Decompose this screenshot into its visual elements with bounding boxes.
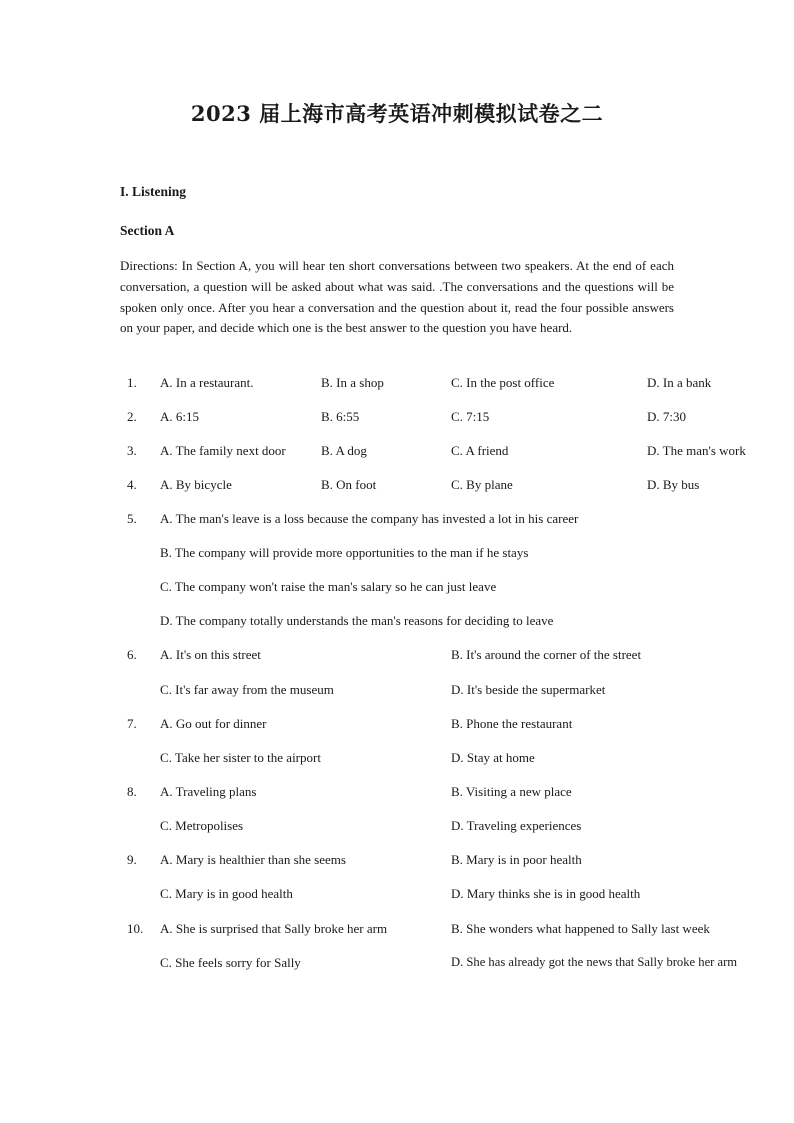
option-d: D. It's beside the supermarket — [451, 682, 606, 697]
option-c: C. It's far away from the museum — [160, 682, 334, 697]
option-b: B. In a shop — [321, 375, 384, 390]
option-c: C. By plane — [451, 477, 513, 492]
page-title: 2023 届上海市高考英语冲刺模拟试卷之二 — [190, 101, 604, 126]
option-d: D. She has already got the news that Sally broke her arm — [451, 955, 738, 969]
option-a: A. It's on this street — [160, 647, 261, 662]
option-b: B. 6:55 — [321, 409, 360, 424]
option-b: B. The company will provide more opportunities to the man if he stays — [160, 545, 529, 560]
option-a: A. The family next door — [160, 443, 286, 458]
question-number: 7. — [127, 716, 137, 731]
option-b: B. She wonders what happened to Sally last week — [451, 921, 710, 936]
question-number: 8. — [127, 784, 137, 799]
option-c: C. Metropolises — [160, 818, 244, 833]
option-c: C. She feels sorry for Sally — [160, 955, 301, 970]
option-b: B. It's around the corner of the street — [451, 647, 642, 662]
option-c: C. A friend — [451, 443, 509, 458]
section-heading: Section A — [120, 223, 175, 238]
option-a: A. 6:15 — [160, 409, 199, 424]
option-d: D. In a bank — [647, 375, 712, 390]
option-d: D. Traveling experiences — [451, 818, 582, 833]
option-b: B. Mary is in poor health — [451, 852, 582, 867]
option-a: A. By bicycle — [160, 477, 232, 492]
option-b: B. Phone the restaurant — [451, 716, 573, 731]
option-a: A. Mary is healthier than she seems — [160, 852, 346, 867]
option-b: B. Visiting a new place — [451, 784, 572, 799]
option-b: B. On foot — [321, 477, 377, 492]
option-d: D. The man's work — [647, 443, 746, 458]
option-b: B. A dog — [321, 443, 367, 458]
option-d: D. 7:30 — [647, 409, 686, 424]
option-a: A. In a restaurant. — [160, 375, 254, 390]
question-number: 10. — [127, 921, 144, 936]
directions-text: Directions: In Section A, you will hear ten short conversations between two speakers. At the end of each conversation, a question will be asked about what was said. .The conversations and the questions will be spoken only once. After you hear a conversation and the question about it, read the four possible answers on your paper, and decide which one is the best answer to the question you have heard. — [120, 258, 674, 336]
option-a: A. Go out for dinner — [160, 716, 267, 731]
option-a: A. The man's leave is a loss because the company has invested a lot in his career — [160, 511, 579, 526]
option-d: D. By bus — [647, 477, 700, 492]
option-c: C. 7:15 — [451, 409, 490, 424]
option-d: D. Stay at home — [451, 750, 535, 765]
option-c: C. The company won't raise the man's salary so he can just leave — [160, 579, 497, 594]
option-d: D. Mary thinks she is in good health — [451, 886, 641, 901]
option-d: D. The company totally understands the man's reasons for deciding to leave — [160, 613, 554, 628]
question-number: 3. — [127, 443, 137, 458]
question-number: 1. — [127, 375, 137, 390]
question-number: 6. — [127, 647, 137, 662]
part-heading: I. Listening — [120, 184, 187, 199]
question-number: 9. — [127, 852, 137, 867]
option-c: C. Take her sister to the airport — [160, 750, 321, 765]
question-number: 2. — [127, 409, 137, 424]
option-c: C. In the post office — [451, 375, 555, 390]
option-c: C. Mary is in good health — [160, 886, 293, 901]
option-a: A. She is surprised that Sally broke her arm — [160, 921, 388, 936]
question-number: 5. — [127, 511, 137, 526]
question-number: 4. — [127, 477, 137, 492]
option-a: A. Traveling plans — [160, 784, 257, 799]
